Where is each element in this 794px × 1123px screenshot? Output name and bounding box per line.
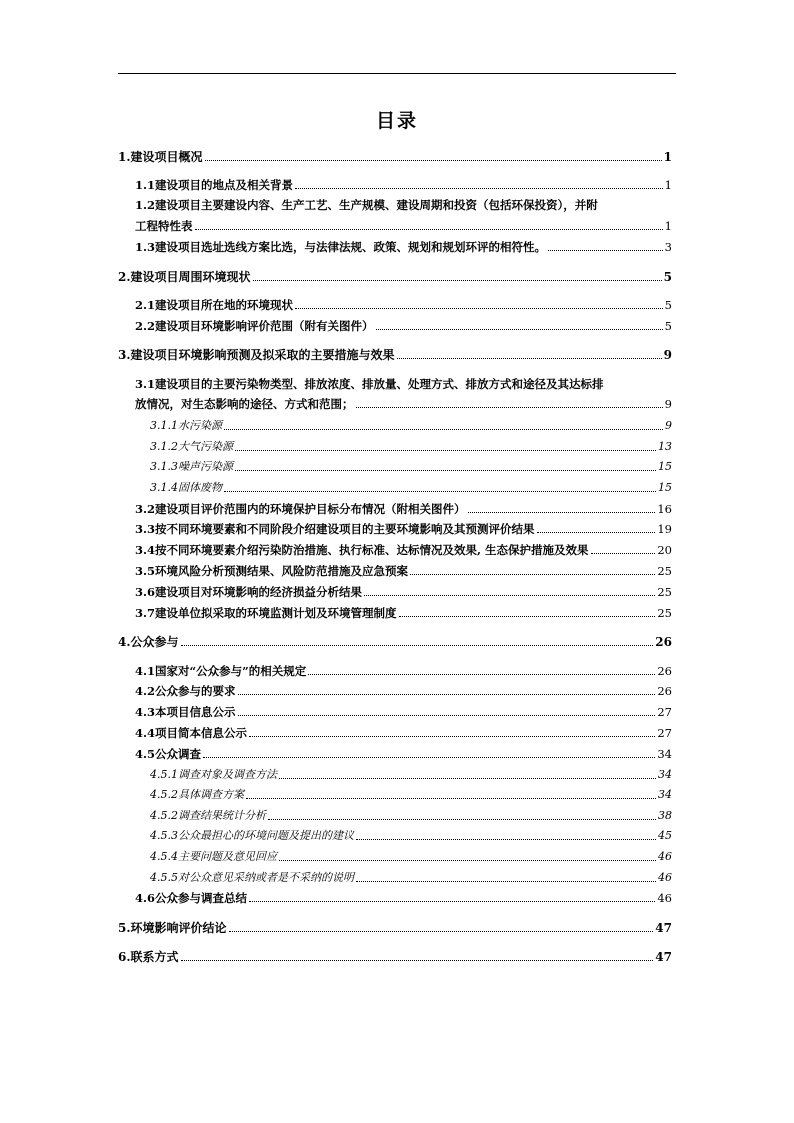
toc-entry-page: 46 bbox=[657, 891, 672, 905]
toc-entry-label: 4.5.4主要问题及意见回应 bbox=[150, 850, 277, 863]
toc-entry[interactable] bbox=[135, 219, 672, 233]
dot-leader bbox=[548, 250, 663, 251]
dot-leader bbox=[181, 960, 654, 961]
toc-entry-label: 3.1.3噪声污染源 bbox=[150, 460, 233, 473]
dot-leader bbox=[376, 329, 663, 330]
toc-entry-page: 20 bbox=[657, 543, 672, 557]
toc-entry-page: 46 bbox=[658, 850, 672, 863]
toc-entry[interactable] bbox=[135, 564, 672, 578]
toc-entry-page: 25 bbox=[657, 564, 672, 578]
toc-entry[interactable] bbox=[135, 178, 672, 192]
toc-entry-page: 26 bbox=[657, 664, 672, 678]
toc-entry-label: 2.建设项目周围环境现状 bbox=[118, 270, 251, 284]
toc-entry[interactable] bbox=[150, 809, 672, 823]
toc-entry-page: 27 bbox=[657, 705, 672, 719]
toc-entry-page: 34 bbox=[658, 788, 672, 801]
toc-entry[interactable] bbox=[135, 705, 672, 719]
toc-entry[interactable] bbox=[135, 298, 672, 312]
toc-entry[interactable] bbox=[135, 747, 672, 761]
dot-leader bbox=[397, 358, 662, 359]
dot-leader bbox=[279, 778, 656, 779]
dot-leader bbox=[229, 931, 654, 932]
dot-leader bbox=[249, 901, 655, 902]
toc-entry-label: 4.6公众参与调查总结 bbox=[135, 891, 248, 905]
toc-entry-label-line: 1.2建设项目主要建设内容、生产工艺、生产规模、建设周期和投资（包括环保投资），并附 bbox=[135, 198, 598, 212]
toc-entry-label: 4.2公众参与的要求 bbox=[135, 684, 236, 698]
toc-entry-page: 15 bbox=[658, 481, 672, 494]
toc-entry-page: 25 bbox=[657, 585, 672, 599]
toc-entry-label: 3.6建设项目对环境影响的经济损益分析结果 bbox=[135, 585, 363, 599]
dot-leader bbox=[235, 450, 656, 451]
toc-entry-label: 4.4项目简本信息公示 bbox=[135, 726, 248, 740]
toc-entry-page: 5 bbox=[664, 319, 672, 333]
dot-leader bbox=[410, 574, 655, 575]
toc-entry[interactable] bbox=[118, 950, 672, 964]
toc-entry-page: 16 bbox=[657, 502, 672, 516]
dot-leader bbox=[249, 736, 655, 737]
dot-leader bbox=[224, 491, 656, 492]
toc-entry[interactable] bbox=[150, 829, 672, 843]
toc-entry-page: 1 bbox=[664, 219, 672, 233]
toc-entry-page: 47 bbox=[655, 950, 672, 964]
dot-leader bbox=[295, 308, 663, 309]
toc-entry[interactable] bbox=[135, 585, 672, 599]
toc-entry-label: 4.5.5对公众意见采纳或者是不采纳的说明 bbox=[150, 871, 354, 884]
dot-leader bbox=[235, 470, 656, 471]
toc-entry-page: 25 bbox=[657, 606, 672, 620]
toc-entry[interactable] bbox=[135, 684, 672, 698]
dot-leader bbox=[356, 881, 656, 882]
toc-entry[interactable] bbox=[118, 270, 672, 284]
toc-entry-label: 3.建设项目环境影响预测及拟采取的主要措施与效果 bbox=[118, 348, 395, 362]
toc-entry-label: 4.5.1调查对象及调查方法 bbox=[150, 768, 277, 781]
toc-entry-label: 3.5环境风险分析预测结果、风险防范措施及应急预案 bbox=[135, 564, 409, 578]
toc-entry-page: 45 bbox=[658, 829, 672, 842]
dot-leader bbox=[205, 160, 662, 161]
toc-entry-page: 26 bbox=[655, 635, 672, 649]
toc-entry-label: 2.1建设项目所在地的环境现状 bbox=[135, 298, 294, 312]
toc-entry-label-line: 3.1建设项目的主要污染物类型、排放浓度、排放量、处理方式、排放方式和途径及其达标排 bbox=[135, 377, 604, 391]
toc-entry-label: 4.5公众调查 bbox=[135, 747, 202, 761]
toc-entry[interactable] bbox=[118, 921, 672, 935]
toc-entry-page: 27 bbox=[657, 726, 672, 740]
toc-entry[interactable] bbox=[150, 871, 672, 885]
toc-entry[interactable] bbox=[135, 397, 672, 411]
dot-leader bbox=[181, 645, 654, 646]
toc-entry-label: 5.环境影响评价结论 bbox=[118, 921, 227, 935]
toc-entry-page: 46 bbox=[658, 871, 672, 884]
dot-leader bbox=[253, 280, 662, 281]
toc-entry[interactable] bbox=[150, 481, 672, 495]
dot-leader bbox=[238, 694, 656, 695]
toc-entry-label: 4.3本项目信息公示 bbox=[135, 705, 236, 719]
dot-leader bbox=[356, 839, 656, 840]
dot-leader bbox=[537, 532, 656, 533]
toc-entry-page: 34 bbox=[658, 768, 672, 781]
toc-entry-page: 5 bbox=[663, 270, 672, 284]
toc-entry[interactable] bbox=[118, 635, 672, 649]
toc-entry-page: 1 bbox=[663, 150, 672, 164]
toc-entry-label: 1.建设项目概况 bbox=[118, 150, 203, 164]
toc-entry-label: 3.3按不同环境要素和不同阶段介绍建设项目的主要环境影响及其预测评价结果 bbox=[135, 522, 535, 536]
dot-leader bbox=[399, 616, 656, 617]
dot-leader bbox=[468, 512, 656, 513]
toc-title: 目录 bbox=[375, 110, 418, 132]
toc-entry[interactable] bbox=[135, 522, 672, 536]
toc-entry[interactable] bbox=[150, 850, 672, 864]
dot-leader bbox=[268, 819, 656, 820]
toc-entry-label: 放情况，对生态影响的途径、方式和范围； bbox=[135, 397, 354, 411]
dot-leader bbox=[224, 429, 663, 430]
toc-entry[interactable] bbox=[135, 606, 672, 620]
dot-leader bbox=[238, 715, 656, 716]
toc-entry[interactable] bbox=[150, 460, 672, 474]
toc-entry[interactable] bbox=[135, 891, 672, 905]
toc-entry-page: 9 bbox=[665, 419, 672, 432]
toc-entry-label: 3.1.2大气污染源 bbox=[150, 440, 233, 453]
dot-leader bbox=[195, 229, 663, 230]
dot-leader bbox=[246, 798, 656, 799]
toc-entry-page: 1 bbox=[664, 178, 672, 192]
dot-leader bbox=[203, 757, 655, 758]
toc-entry-label: 4.1国家对“公众参与”的相关规定 bbox=[135, 664, 307, 678]
toc-entry-page: 15 bbox=[658, 460, 672, 473]
toc-entry-label: 2.2建设项目环境影响评价范围（附有关图件） bbox=[135, 319, 374, 333]
toc-entry[interactable] bbox=[135, 664, 672, 678]
toc-entry[interactable] bbox=[150, 440, 672, 454]
toc-entry-page: 26 bbox=[657, 684, 672, 698]
toc-entry-page: 47 bbox=[655, 921, 672, 935]
toc-entry[interactable] bbox=[135, 543, 672, 557]
toc-entry-label: 4.公众参与 bbox=[118, 635, 179, 649]
toc-entry[interactable] bbox=[150, 788, 672, 802]
toc-entry-label: 3.1.4固体废物 bbox=[150, 481, 222, 494]
toc-entry-page: 34 bbox=[657, 747, 672, 761]
toc-entry-page: 13 bbox=[658, 440, 672, 453]
toc-entry[interactable] bbox=[135, 502, 672, 516]
toc-entry-page: 3 bbox=[664, 240, 672, 254]
toc-entry-label: 3.1.1水污染源 bbox=[150, 419, 222, 432]
toc-entry[interactable] bbox=[135, 726, 672, 740]
toc-entry-page: 5 bbox=[664, 298, 672, 312]
toc-entry[interactable] bbox=[118, 150, 672, 164]
dot-leader bbox=[279, 860, 656, 861]
dot-leader bbox=[308, 674, 655, 675]
dot-leader bbox=[591, 553, 656, 554]
toc-entry-page: 9 bbox=[663, 348, 672, 362]
toc-entry-label: 4.5.3公众最担心的环境问题及提出的建议 bbox=[150, 829, 354, 842]
toc-entry-page: 38 bbox=[658, 809, 672, 822]
toc-entry-label: 4.5.2具体调查方案 bbox=[150, 788, 244, 801]
toc-entry-label: 3.7建设单位拟采取的环境监测计划及环境管理制度 bbox=[135, 606, 397, 620]
toc-entry-label: 3.4按不同环境要素介绍污染防治措施、执行标准、达标情况及效果, 生态保护措施及效果 bbox=[135, 543, 589, 557]
toc-entry[interactable] bbox=[135, 319, 672, 333]
toc-entry[interactable] bbox=[118, 348, 672, 362]
toc-entry-page: 19 bbox=[657, 522, 672, 536]
toc-entry[interactable] bbox=[150, 419, 672, 433]
toc-entry[interactable] bbox=[150, 768, 672, 782]
toc-entry-label: 4.5.2调查结果统计分析 bbox=[150, 809, 266, 822]
toc-entry-label: 工程特性表 bbox=[135, 219, 193, 233]
toc-entry[interactable] bbox=[135, 240, 672, 254]
toc-entry-label: 1.3建设项目选址选线方案比选，与法律法规、政策、规划和规划环评的相符性。 bbox=[135, 240, 547, 254]
toc-entry-page: 9 bbox=[664, 397, 672, 411]
dot-leader bbox=[364, 595, 655, 596]
toc-entry-label: 3.2建设项目评价范围内的环境保护目标分布情况（附相关图件） bbox=[135, 502, 466, 516]
dot-leader bbox=[295, 188, 663, 189]
toc-entry-label: 1.1建设项目的地点及相关背景 bbox=[135, 178, 294, 192]
toc-entry-label: 6.联系方式 bbox=[118, 950, 179, 964]
dot-leader bbox=[356, 407, 663, 408]
